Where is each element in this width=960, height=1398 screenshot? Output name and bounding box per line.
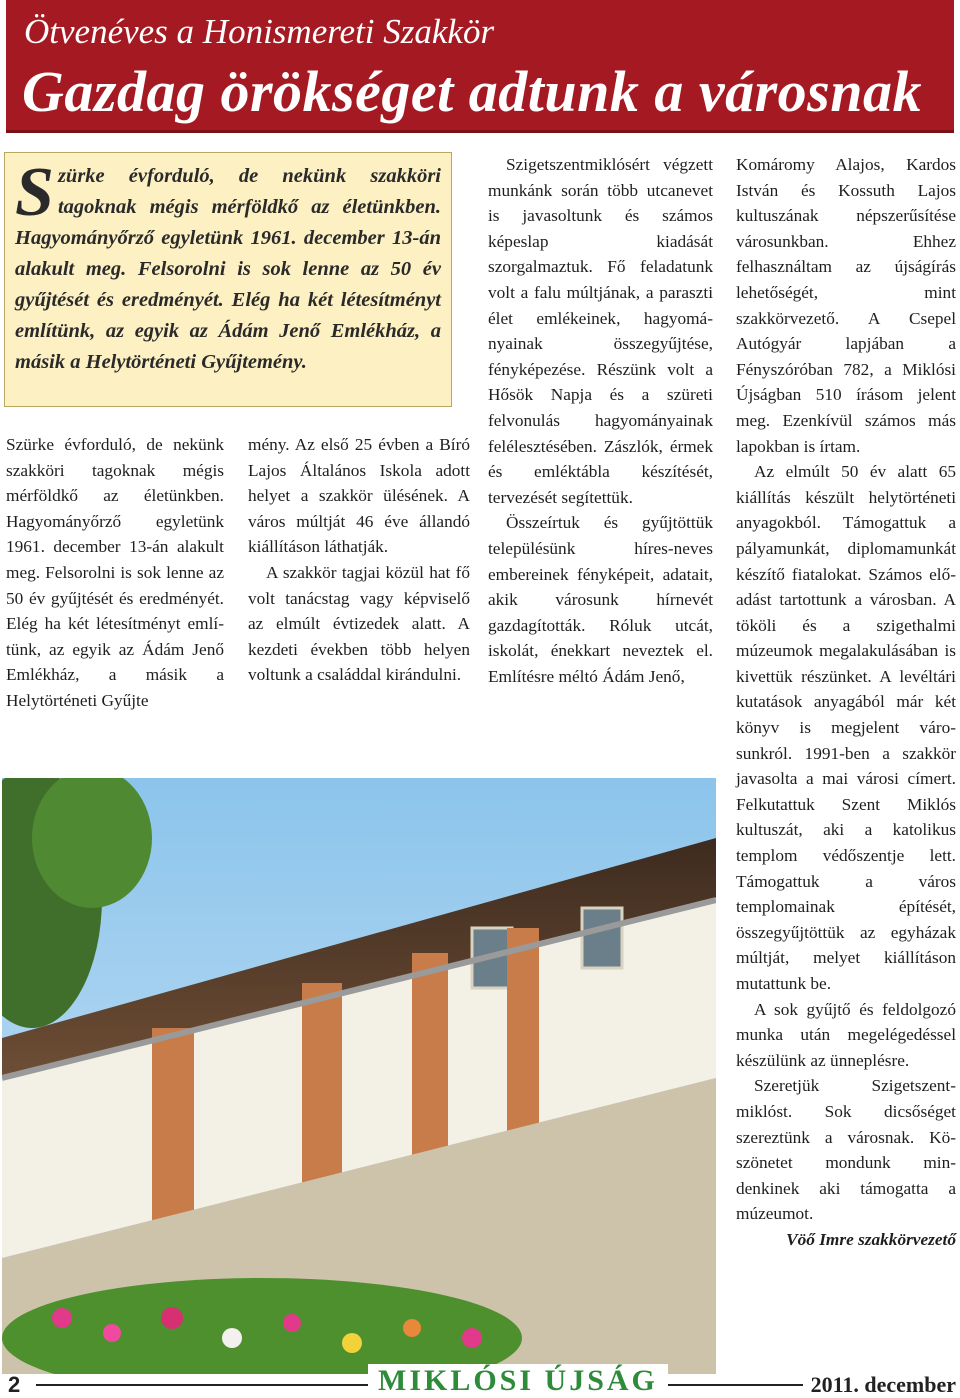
paragraph: A sok gyűjtő és feldolgozó munka után megelégedéssel készülünk az ünneplésre. <box>736 999 956 1070</box>
paragraph: Szürke évforduló, de nekünk szakköri tagoknak mégis mérföldkő az életünkben. Hagyományőrző egyletünk 1961. december 13-án alakult meg. Felsorolni is sok lenne az 50 év gyűjtését és eredményét. Elég ha két létesítményt említünk, az egyik az Ádám Jenő Emlékház, a másik a Helytörténeti Gyűjte <box>6 435 224 710</box>
paragraph: Szeretjük Szigetszentmiklóst. Sok dicsőséget szereztünk a városnak. Köszönetet mondunk mindenkinek aki támogatta a múzeumot. <box>736 1076 956 1224</box>
column-3 <box>488 152 713 689</box>
lead-box <box>4 152 452 407</box>
lead-text: zürke évforduló, de nekünk szakköri tagoknak mégis mérföldkő az életünkben. Hagyományőrző egyletünk 1961. december 13-án alakult meg. Felsorolni is sok lenne az 50 év gyűjtését és eredményét. Elég ha két létesítményt említünk, az egyik az Ádám Jenő Emlékház, a másik a Helytörténeti Gyűjtemény. <box>15 165 441 373</box>
header-banner <box>6 0 954 133</box>
column-4 <box>736 152 956 1253</box>
paragraph: mény. Az első 25 évben a Bíró Lajos Általános Iskola adott helyet a szakkör ülésének. A város múltját 46 éve állandó kiállításon láthatják. <box>248 435 470 557</box>
newspaper-masthead: MIKLÓSI ÚJSÁG <box>368 1364 668 1398</box>
paragraph: Szigetszentmiklósért végzett munkánk során több utcanevet is javasoltunk és számos képeslap kiadását szorgalmaztuk. Fő feladatunk volt a falu múltjának, a paraszti élet emlékeinek, hagyományainak összegyűjtése, fényképezése. Részünk volt a Hősök Napja és a szüreti felvonulás hagyományainak felélesztésében. Zászlók, érmek és emléktábla készítését, tervezését segítettük. <box>488 155 713 507</box>
paragraph: Komáromy Alajos, Kardos István és Kossuth Lajos kultuszának népszerűsítése városunkban. Ehhez felhasználtam az újságírás lehetőségét, mint szakkörvezető. A Csepel Autógyár lapjában a Fényszóróban 782, a Miklósi Újságban 510 írásom jelent meg. Ezenkívül számos más lapokban is írtam. <box>736 155 956 456</box>
article-kicker: Ötvenéves a Honismereti Szakkör <box>24 12 495 51</box>
issue-date: 2011. december <box>803 1372 956 1398</box>
article-headline: Gazdag örökséget adtunk a városnak <box>22 59 922 124</box>
museum-photo <box>2 778 716 1374</box>
paragraph: A szakkör tagjai közül hat fő volt tanácstag vagy képviselő az elmúlt évtizedek alatt. A kezdeti években több helyen voltunk a családdal kirándulni. <box>248 562 470 685</box>
lead-dropcap: S <box>15 154 54 231</box>
photo-illustration <box>2 778 716 1374</box>
paragraph: Összeírtuk és gyűjtöttük településünk híres-neves embereinek fényképeit, adatait, akik városunk hírnevét gazdagították. Róluk utcát, iskolát, énekkart neveztek el. Említésre méltó Ádám Jenő, <box>488 513 713 686</box>
column-1 <box>6 432 224 714</box>
page-number: 2 <box>8 1372 21 1397</box>
paragraph: Az elmúlt 50 év alatt 65 kiállítás készült helytörténeti anyagokból. Támogattuk a pályamunkát, diplomamunkát készítő fiatalokat. Számos előadást tartottunk a városban. A tököli és a szigethalmi múzeumok megalakulásában is kivettük részünket. A levéltári kutatások anyagából már két könyv is megjelent városunkról. 1991-ben a szakkör javasolta a mai városi címert. Felkutattuk Szent Miklós kultuszát, aki a katolikus templom védőszentje lett. Támogattuk a város templomainak építését, összegyűjtöttük az egyházak múltját, melyet kiállításon mutattunk be. <box>736 462 956 993</box>
author-byline: Vöő Imre szakkörvezető <box>786 1229 956 1249</box>
column-2 <box>248 432 470 688</box>
